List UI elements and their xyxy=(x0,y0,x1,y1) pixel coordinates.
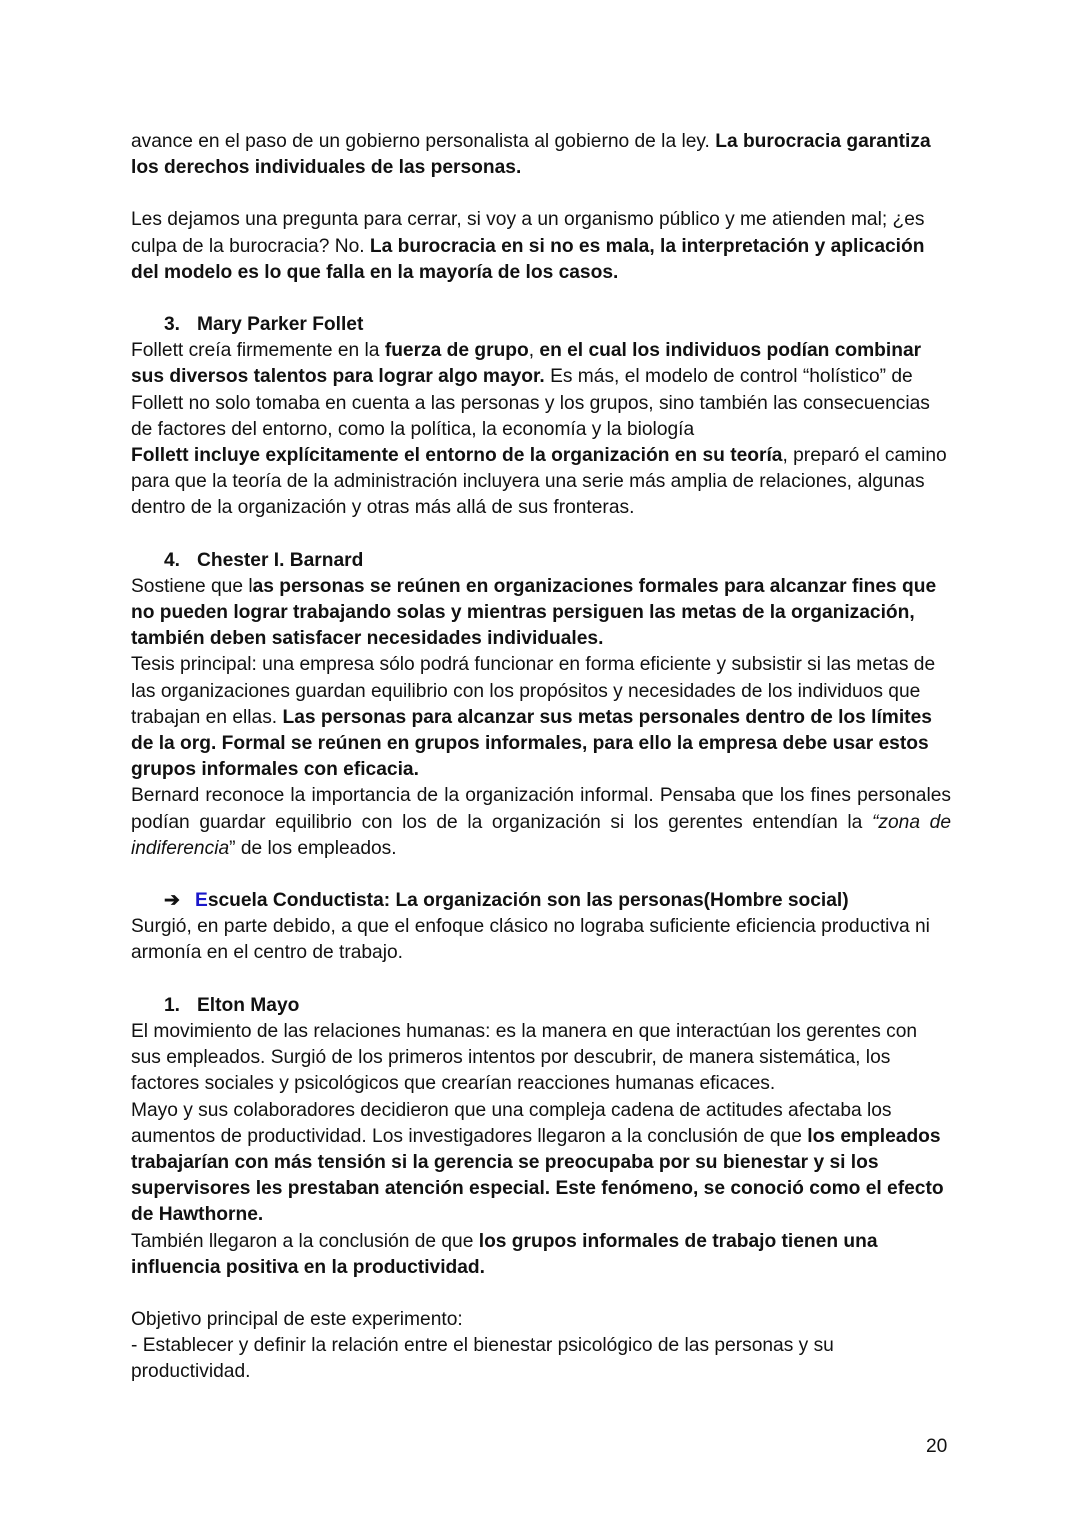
barnard-title: Chester I. Barnard xyxy=(197,549,364,571)
follet-bold-1: fuerza de grupo xyxy=(384,340,529,362)
follet-bold-3: Follett incluye explícitamente el entorno de la organización en su teoría xyxy=(131,445,783,467)
document-page xyxy=(131,129,951,1386)
follet-paragraph xyxy=(131,338,951,521)
conductista-paragraph: Surgió, en parte debido, a que el enfoque clásico no lograba suficiente eficiencia productiva ni armonía en el centro de trabajo. xyxy=(131,916,930,964)
barnard-italic: “zona de indiferencia xyxy=(131,811,952,859)
mayo-bold-2: los empleados trabajarían con más tensión si la gerencia se preocupaba por su bienestar y si los supervisores les prestaban atención especial. Este fenómeno, se conoció como el efecto de Hawthorne. xyxy=(131,1125,944,1226)
bureaucracy-bold-text: La burocracia garantiza los derechos individuales de las personas. xyxy=(131,131,931,179)
spacer xyxy=(131,522,951,548)
barnard-text-1: Sostiene que l xyxy=(131,575,253,597)
objective-item: - Establecer y definir la relación entre el bienestar psicológico de las personas y su productividad. xyxy=(131,1335,834,1383)
follet-text-4: , preparó el camino para que la teoría de la administración incluyera una serie más amplia de relaciones, algunas dentro de la organización y otras más allá de sus fronteras. xyxy=(131,445,947,519)
arrow-right-icon: ➔ xyxy=(164,890,181,912)
page-number: 20 xyxy=(926,1436,948,1457)
spacer xyxy=(131,286,951,312)
follet-text-2: , xyxy=(528,340,540,362)
follet-heading xyxy=(131,312,951,338)
mayo-text-3: También llegaron a la conclusión de que xyxy=(131,1230,479,1252)
mayo-paragraph-3 xyxy=(131,1229,951,1281)
closing-question-text: Les dejamos una pregunta para cerrar, si voy a un organismo público y me atienden mal; ¿es culpa de la burocracia? No. xyxy=(131,209,925,257)
mayo-bold-3: los grupos informales de trabajo tienen una influencia positiva en la productividad. xyxy=(131,1230,878,1278)
closing-question-paragraph xyxy=(131,207,951,286)
closing-question-bold-text: La burocracia en si no es mala, la interpretación y aplicación del modelo es lo que falla en la mayoría de los casos. xyxy=(131,235,925,283)
follet-title: Mary Parker Follet xyxy=(197,314,364,336)
follet-number: 3. xyxy=(164,314,181,336)
mayo-title: Elton Mayo xyxy=(197,994,300,1016)
barnard-number: 4. xyxy=(164,549,181,571)
mayo-paragraph-2 xyxy=(131,1098,951,1229)
barnard-text-3: Bernard reconoce la importancia de la organización informal. Pensaba que los fines personales podían guardar equilibrio con los de la organización si los gerentes entendían la xyxy=(131,785,951,833)
barnard-bold-1: as personas se reúnen en organizaciones formales para alcanzar fines que no pueden lograr trabajando solas y mientras persiguen las metas de la organización, también deben satisfacer necesidades individuales. xyxy=(131,575,937,650)
objective-label: Objetivo principal de este experimento: xyxy=(131,1308,463,1330)
barnard-informal-paragraph xyxy=(131,783,951,862)
mayo-paragraph-1: El movimiento de las relaciones humanas: es la manera en que interactúan los gerentes con sus empleados. Surgió de los primeros intentos por descubrir, de manera sistemática, los factores sociales y psicológicos que crearían reacciones humanas eficaces. xyxy=(131,1020,918,1095)
bureaucracy-paragraph xyxy=(131,129,951,181)
follet-text-1: Follett creía firmemente en la xyxy=(131,340,385,362)
mayo-number: 1. xyxy=(164,994,181,1016)
mayo-heading xyxy=(131,993,951,1019)
barnard-text-4: ” de los empleados. xyxy=(229,837,397,859)
barnard-heading xyxy=(131,548,951,574)
spacer xyxy=(131,967,951,993)
spacer xyxy=(131,1281,951,1307)
follet-bold-2: en el cual los individuos podían combinar sus diversos talentos para lograr algo mayor. xyxy=(131,340,922,388)
conductista-accent-letter: E xyxy=(195,890,208,912)
barnard-bold-2: Las personas para alcanzar sus metas personales dentro de los límites de la org. Formal se reúnen en grupos informales, para ello la empresa debe usar estos grupos informales con eficacia. xyxy=(131,706,932,781)
mayo-text-2: Mayo y sus colaboradores decidieron que una compleja cadena de actitudes afectaba los aumentos de productividad. Los investigadores llegaron a la conclusión de que xyxy=(131,1099,892,1147)
follet-text-3: Es más, el modelo de control “holístico” de Follett no solo tomaba en cuenta a las personas y los grupos, sino también las consecuencias de factores del entorno, como la política, la economía y la biología xyxy=(131,366,930,440)
conductista-heading xyxy=(131,888,951,914)
spacer xyxy=(131,181,951,207)
bureaucracy-text: avance en el paso de un gobierno personalista al gobierno de la ley. xyxy=(131,131,716,152)
barnard-text-2: Tesis principal: una empresa sólo podrá funcionar en forma eficiente y subsistir si las metas de las organizaciones guardan equilibrio con los propósitos y necesidades de los individuos que trabajan en ellas. xyxy=(131,654,936,728)
conductista-title: scuela Conductista: La organización son las personas(Hombre social) xyxy=(207,890,849,912)
barnard-paragraph xyxy=(131,574,951,784)
spacer xyxy=(131,862,951,888)
